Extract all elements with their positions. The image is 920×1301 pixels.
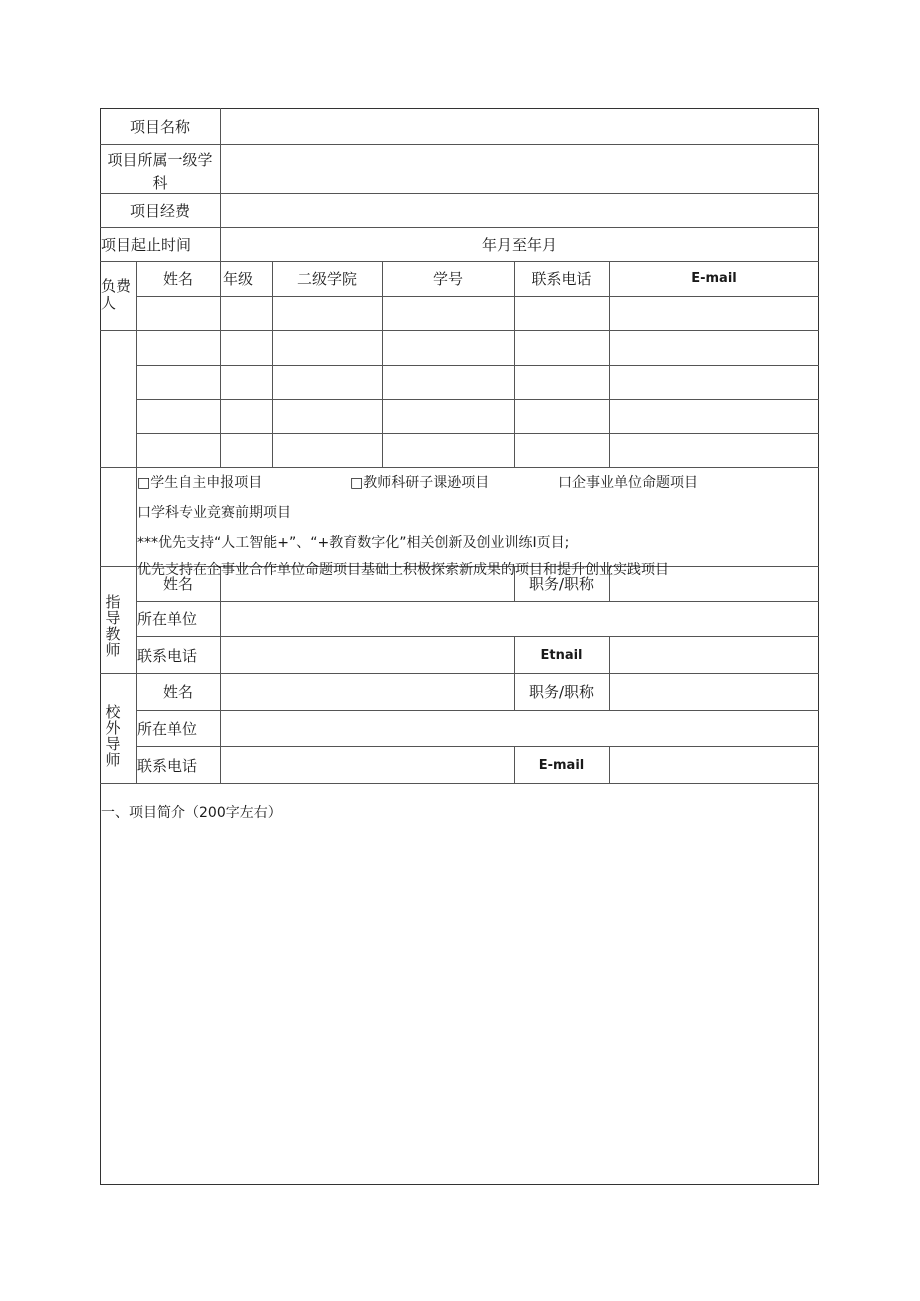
option-student-project[interactable]: □学生自主申报项目 [137, 475, 263, 491]
supervisor-label-4: 师 [105, 641, 121, 659]
mentor-label-3: 导 [105, 735, 121, 753]
col-divider [609, 261, 610, 467]
col-divider [514, 261, 515, 467]
summary-heading: 一、项目简介（200字左右） [101, 805, 282, 821]
row-divider [100, 193, 819, 194]
leader-label: 负费 [101, 277, 132, 295]
row-divider [136, 433, 819, 434]
funding-label: 项目经费 [129, 202, 190, 220]
application-form [100, 108, 819, 1185]
supervisor-label-2: 导 [105, 609, 121, 627]
row-divider [100, 673, 819, 674]
col-divider [136, 261, 137, 467]
mentor-label-4: 师 [105, 751, 121, 769]
header-name: 姓名 [162, 270, 193, 288]
supervisor-email-label: Etnail [540, 648, 583, 663]
supervisor-label-3: 教 [105, 625, 121, 643]
col-divider [609, 636, 610, 673]
mentor-phone-label: 联系电话 [137, 757, 198, 775]
row-divider [100, 261, 819, 262]
row-divider [100, 330, 819, 331]
col-divider [609, 746, 610, 783]
header-phone: 联系电话 [531, 270, 592, 288]
mentor-email-label: E-mail [538, 758, 585, 773]
mentor-name-label: 姓名 [162, 683, 193, 701]
discipline-label-cont: 科 [152, 174, 168, 192]
row-divider [136, 296, 819, 297]
discipline-label: 项目所属一级学 [107, 151, 213, 169]
period-value: 年月至年月 [481, 236, 557, 254]
header-grade: 年级 [222, 270, 253, 288]
row-divider [136, 365, 819, 366]
priority-note: ***优先支持“人工智能+”、“+教育数字化”相关创新及创业训练I页目; [137, 535, 570, 551]
header-student-id: 学号 [432, 270, 463, 288]
supervisor-name-label: 姓名 [162, 575, 193, 593]
supervisor-phone-label: 联系电话 [137, 647, 198, 665]
row-divider [100, 783, 819, 784]
supervisor-unit-label: 所在单位 [137, 610, 198, 628]
option-teacher-project[interactable]: □教师科研子课逊项目 [350, 475, 490, 491]
supervisor-title-label: 职务/职称 [528, 575, 595, 593]
col-divider [220, 566, 221, 783]
col-divider [272, 261, 273, 467]
option-competition-project[interactable]: 口学科专业竞赛前期项目 [137, 505, 291, 521]
row-divider [136, 601, 819, 602]
row-divider [136, 710, 819, 711]
row-divider [100, 227, 819, 228]
project-type-cell [137, 468, 818, 578]
mentor-title-label: 职务/职称 [528, 683, 595, 701]
header-email: E-mail [691, 271, 737, 286]
mentor-label-2: 外 [105, 719, 121, 737]
priority-note-cont: 优先支持在企事业合作单位命题项目基础上积极探索新成果的项目和提升创业实践项目 [137, 562, 669, 578]
row-divider [136, 636, 819, 637]
col-divider [220, 261, 221, 467]
col-divider [382, 261, 383, 467]
row-divider [136, 746, 819, 747]
mentor-unit-label: 所在单位 [137, 720, 198, 738]
leader-label-cont: 人 [101, 294, 117, 312]
option-enterprise-project[interactable]: 口企事业单位命题项目 [558, 475, 698, 491]
period-label: 项目起止时间 [101, 236, 192, 254]
project-name-label: 项目名称 [129, 118, 190, 136]
row-divider [100, 144, 819, 145]
header-college: 二级学院 [296, 270, 357, 288]
col-divider [609, 673, 610, 710]
row-divider [136, 399, 819, 400]
mentor-label-1: 校 [105, 703, 121, 721]
supervisor-label-1: 指 [105, 593, 121, 611]
